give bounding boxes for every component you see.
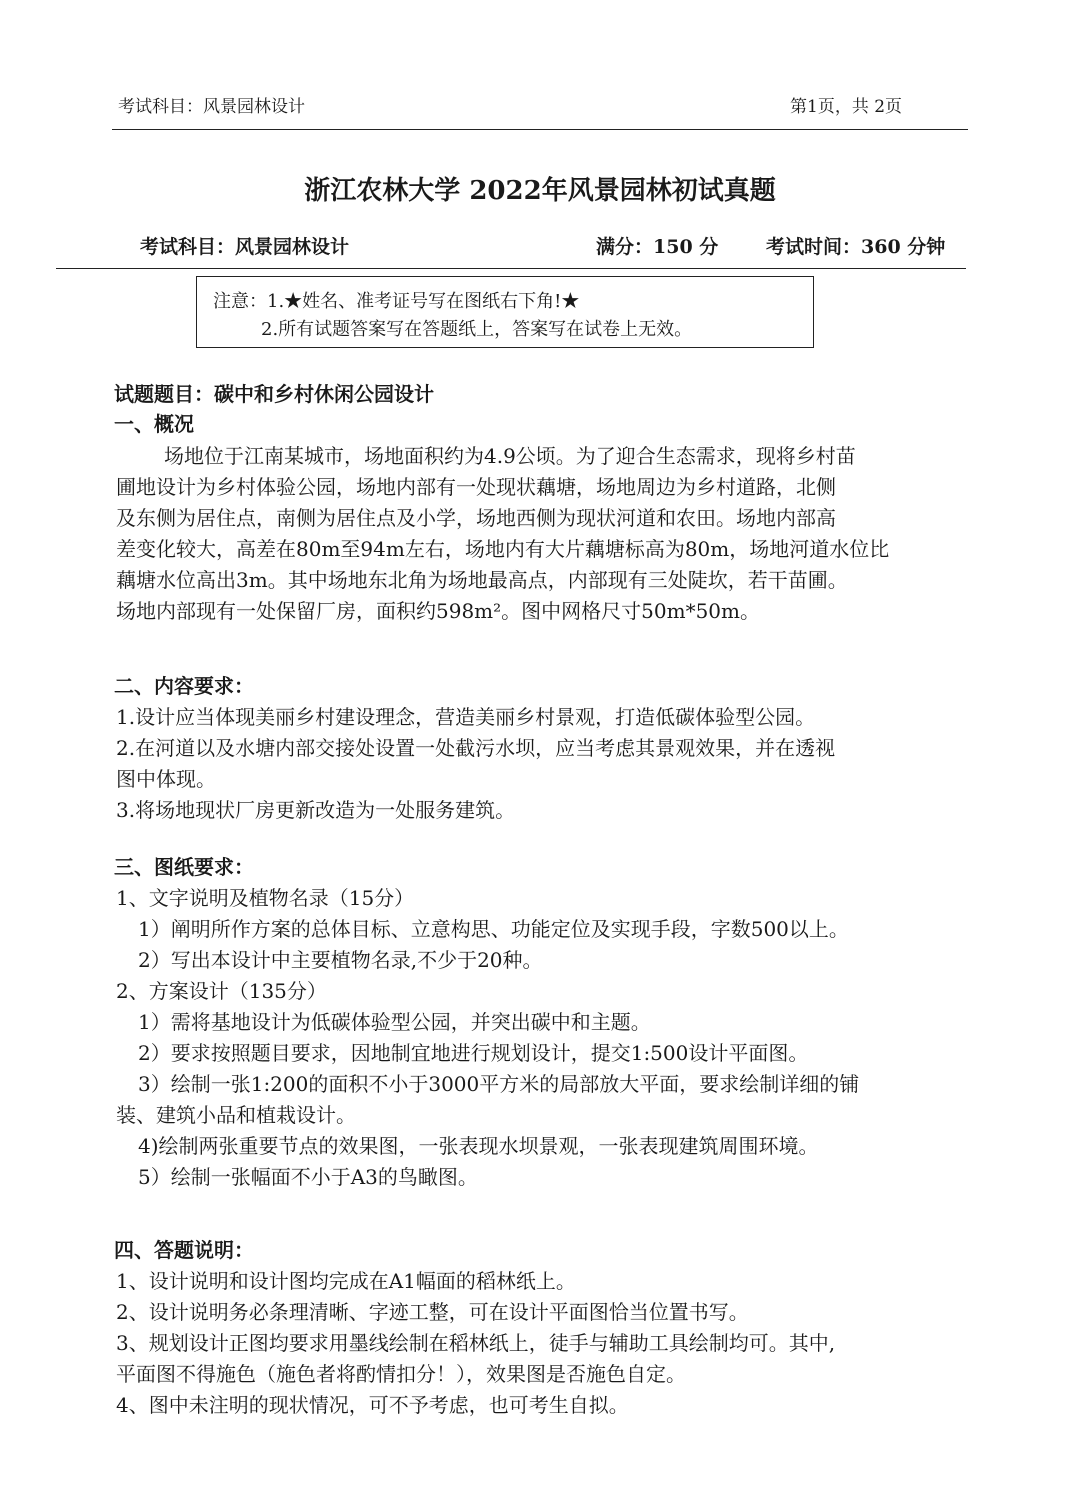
notice-line-2: 2.所有试题答案写在答题纸上，答案写在试卷上无效。 [261,319,693,340]
section-3-line: 4)绘制两张重要节点的效果图，一张表现水坝景观，一张表现建筑周围环境。 [138,1134,819,1158]
section-2-line: 3.将场地现状厂房更新改造为一处服务建筑。 [116,798,516,822]
section-1-line: 及东侧为居住点，南侧为居住点及小学，场地西侧为现状河道和农田。场地内部高 [116,506,836,530]
section-3-line: 5）绘制一张幅面不小于A3的鸟瞰图。 [138,1165,478,1189]
question-title: 试题题目：碳中和乡村休闲公园设计 [114,382,434,406]
section-1-line: 场地内部现有一处保留厂房，面积约598m²。图中网格尺寸50m*50m。 [116,599,760,623]
notice-box [196,276,814,348]
section-3-line: 1、文字说明及植物名录（15分） [116,886,415,910]
section-2-line: 图中体现。 [116,767,216,791]
section-3-line: 2、方案设计（135分） [116,979,327,1003]
section-1-line: 圃地设计为乡村体验公园，场地内部有一处现状藕塘，场地周边为乡村道路，北侧 [116,475,836,499]
section-4-line: 3、规划设计正图均要求用墨线绘制在稻林纸上，徒手与辅助工具绘制均可。其中, [116,1331,836,1355]
header-subject: 考试科目：风景园林设计 [118,97,305,117]
section-3-line: 2）写出本设计中主要植物名录,不少于20种。 [138,948,543,972]
section-1-heading: 一、概况 [114,412,194,436]
header-divider [112,129,968,130]
section-4-line: 平面图不得施色（施色者将酌情扣分！），效果图是否施色自定。 [116,1362,686,1386]
section-3-heading: 三、图纸要求： [114,855,254,879]
exam-full-score: 满分：150 分 [596,236,719,258]
section-2-line: 1.设计应当体现美丽乡村建设理念，营造美丽乡村景观，打造低碳体验型公园。 [116,705,816,729]
section-1-line: 藕塘水位高出3m。其中场地东北角为场地最高点，内部现有三处陡坎，若干苗圃。 [116,568,848,592]
section-1-line: 场地位于江南某城市，场地面积约为4.9公顷。为了迎合生态需求，现将乡村苗 [164,444,856,468]
section-1-line: 差变化较大，高差在80m至94m左右，场地内有大片藕塘标高为80m，场地河道水位比 [116,537,890,561]
section-4-line: 1、设计说明和设计图均完成在A1幅面的稻林纸上。 [116,1269,576,1293]
section-3-line: 1）阐明所作方案的总体目标、立意构思、功能定位及实现手段，字数500以上。 [138,917,849,941]
section-3-line: 1）需将基地设计为低碳体验型公园，并突出碳中和主题。 [138,1010,651,1034]
exam-duration: 考试时间：360 分钟 [766,236,946,258]
section-4-line: 4、图中未注明的现状情况，可不予考虑，也可考生自拟。 [116,1393,629,1417]
section-3-line: 装、建筑小品和植栽设计。 [116,1103,356,1127]
info-divider [56,268,966,269]
notice-line-1: 注意：1.★姓名、准考证号写在图纸右下角!★ [213,291,580,312]
section-4-heading: 四、答题说明： [114,1238,254,1262]
section-4-line: 2、设计说明务必条理清晰、字迹工整，可在设计平面图恰当位置书写。 [116,1300,749,1324]
header-page-number: 第1页，共 2页 [790,97,903,117]
exam-subject: 考试科目：风景园林设计 [140,236,350,258]
page-title: 浙江农林大学 2022年风景园林初试真题 [304,176,776,206]
section-2-heading: 二、内容要求： [114,674,254,698]
section-3-line: 2）要求按照题目要求，因地制宜地进行规划设计，提交1:500设计平面图。 [138,1041,809,1065]
section-3-line: 3）绘制一张1:200的面积不小于3000平方米的局部放大平面，要求绘制详细的铺 [138,1072,860,1096]
section-2-line: 2.在河道以及水塘内部交接处设置一处截污水坝，应当考虑其景观效果，并在透视 [116,736,836,760]
